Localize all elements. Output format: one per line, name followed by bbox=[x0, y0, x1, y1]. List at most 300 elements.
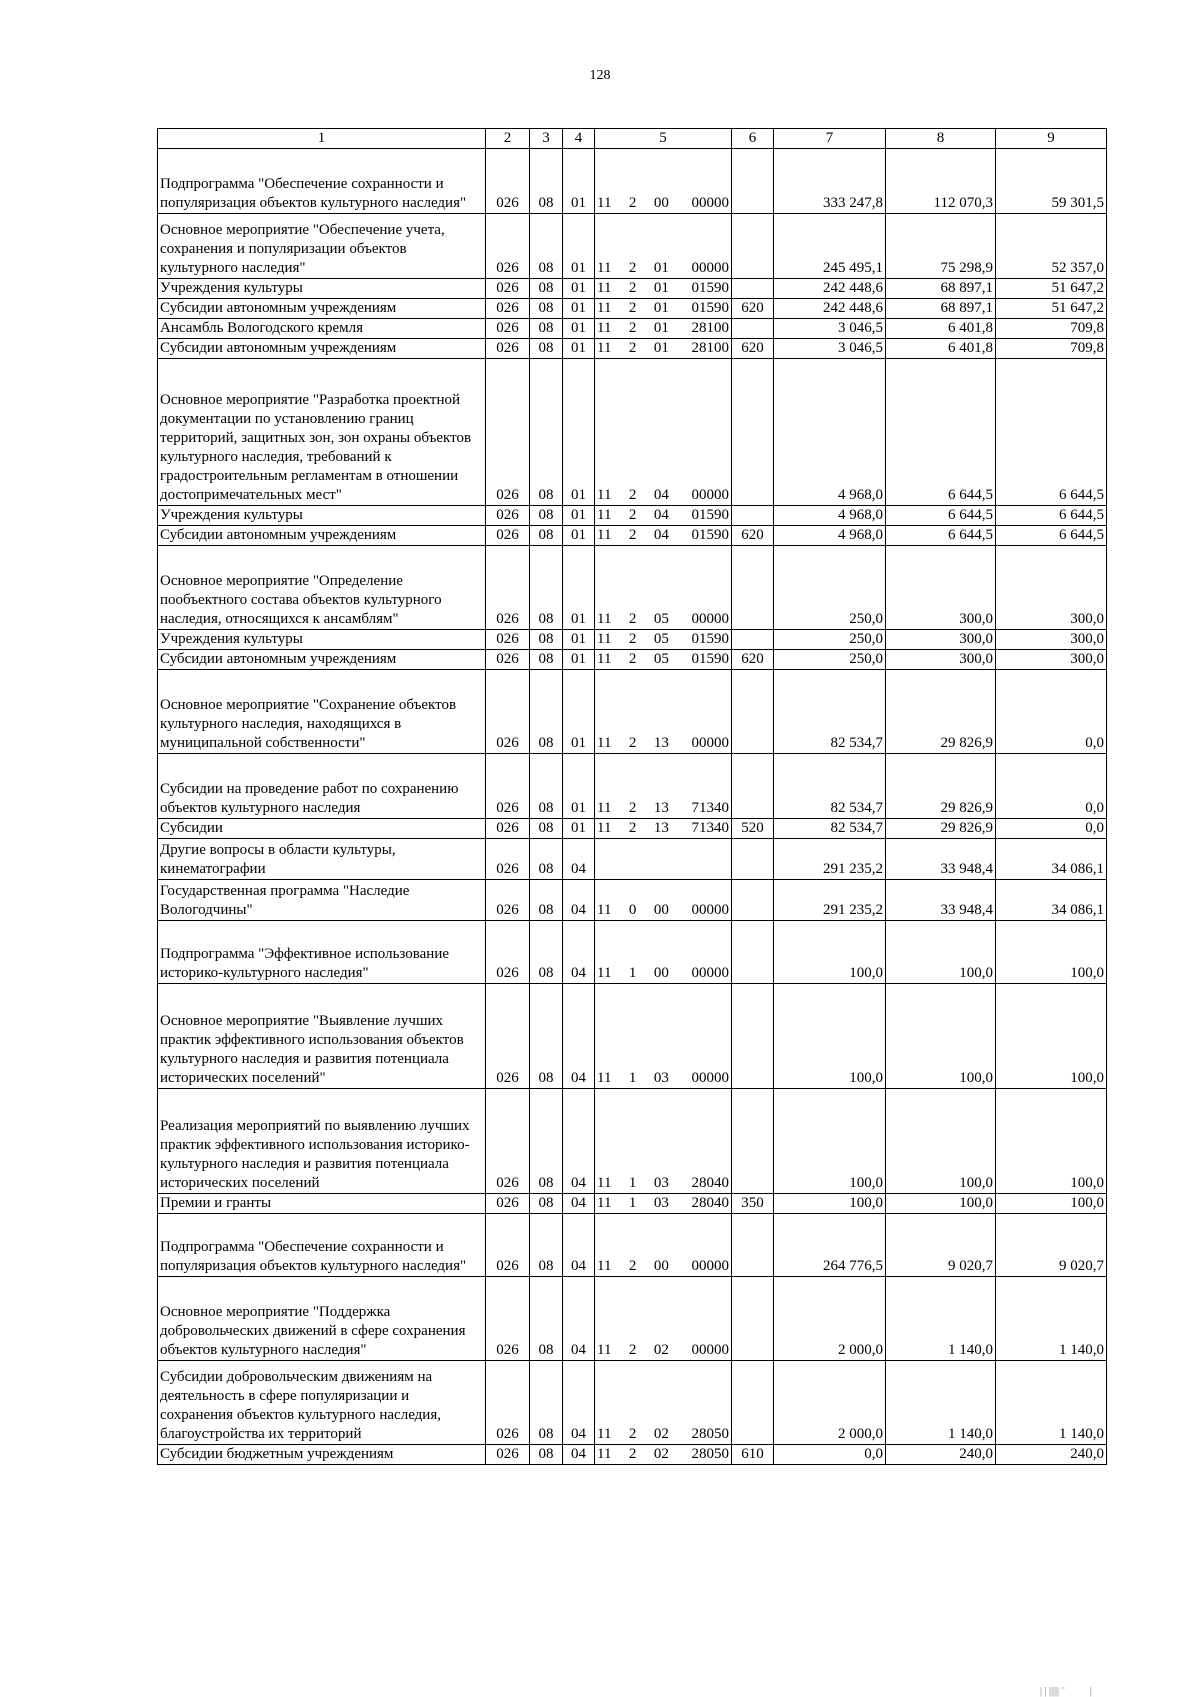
column-header: 9 bbox=[996, 129, 1107, 149]
section-code: 08 bbox=[530, 149, 563, 214]
expense-type-code bbox=[732, 319, 774, 339]
table-row bbox=[158, 984, 1107, 1089]
amount-col9: 100,0 bbox=[996, 1089, 1107, 1194]
row-name: Учреждения культуры bbox=[158, 506, 486, 526]
target-article-parts bbox=[597, 964, 729, 983]
column-header: 2 bbox=[486, 129, 530, 149]
subsection-code: 04 bbox=[563, 1445, 595, 1465]
target-article-code bbox=[595, 359, 732, 506]
amount-col7: 82 534,7 bbox=[774, 754, 886, 819]
target-article-code bbox=[595, 1214, 732, 1277]
adm-code: 026 bbox=[486, 546, 530, 630]
adm-code: 026 bbox=[486, 630, 530, 650]
row-name: Основное мероприятие "Поддержка добровольческих движений в сфере сохранения объектов культурного наследия" bbox=[158, 1277, 486, 1361]
target-article-part: 1 bbox=[628, 965, 637, 981]
amount-col7: 4 968,0 bbox=[774, 526, 886, 546]
adm-code: 026 bbox=[486, 359, 530, 506]
amount-col7: 100,0 bbox=[774, 984, 886, 1089]
amount-col7: 3 046,5 bbox=[774, 319, 886, 339]
adm-code: 026 bbox=[486, 506, 530, 526]
amount-col7: 4 968,0 bbox=[774, 506, 886, 526]
expense-type-code: 620 bbox=[732, 650, 774, 670]
subsection-code: 01 bbox=[563, 214, 595, 279]
target-article-part: 00000 bbox=[691, 965, 729, 981]
adm-code: 026 bbox=[486, 839, 530, 880]
table-row bbox=[158, 839, 1107, 880]
amount-col9: 240,0 bbox=[996, 1445, 1107, 1465]
target-article-part: 11 bbox=[597, 1446, 612, 1462]
target-article-code bbox=[595, 214, 732, 279]
target-article-part: 01590 bbox=[691, 280, 729, 296]
row-name: Субсидии на проведение работ по сохранению объектов культурного наследия bbox=[158, 754, 486, 819]
adm-code: 026 bbox=[486, 299, 530, 319]
subsection-code: 04 bbox=[563, 984, 595, 1089]
target-article-parts bbox=[597, 610, 729, 629]
target-article-parts bbox=[597, 630, 729, 649]
table-row bbox=[158, 339, 1107, 359]
target-article-part: 11 bbox=[597, 631, 612, 647]
target-article-part: 0 bbox=[628, 902, 637, 918]
row-name: Основное мероприятие "Сохранение объектов культурного наследия, находящихся в муниципальной собственности" bbox=[158, 670, 486, 754]
target-article-code bbox=[595, 921, 732, 984]
target-article-parts bbox=[597, 526, 729, 545]
target-article-part: 11 bbox=[597, 260, 612, 276]
target-article-parts bbox=[597, 1445, 729, 1464]
table-row bbox=[158, 1445, 1107, 1465]
subsection-code: 01 bbox=[563, 359, 595, 506]
amount-col8: 6 644,5 bbox=[886, 506, 996, 526]
target-article-part: 11 bbox=[597, 507, 612, 523]
target-article-part: 28040 bbox=[691, 1195, 729, 1211]
target-article-parts bbox=[597, 506, 729, 525]
target-article-parts bbox=[597, 1257, 729, 1276]
table-row bbox=[158, 880, 1107, 921]
adm-code: 026 bbox=[486, 1089, 530, 1194]
target-article-part: 2 bbox=[628, 195, 637, 211]
target-article-part: 00000 bbox=[691, 1342, 729, 1358]
target-article-part: 05 bbox=[653, 631, 669, 647]
target-article-part: 2 bbox=[628, 611, 637, 627]
target-article-part: 13 bbox=[653, 820, 669, 836]
target-article-code bbox=[595, 299, 732, 319]
amount-col8: 1 140,0 bbox=[886, 1277, 996, 1361]
target-article-part: 00 bbox=[653, 1258, 669, 1274]
target-article-code bbox=[595, 819, 732, 839]
target-article-part: 01 bbox=[653, 300, 669, 316]
expense-type-code bbox=[732, 839, 774, 880]
expense-type-code bbox=[732, 880, 774, 921]
table-row bbox=[158, 214, 1107, 279]
target-article-part: 1 bbox=[628, 1175, 637, 1191]
table-row bbox=[158, 149, 1107, 214]
subsection-code: 04 bbox=[563, 1194, 595, 1214]
row-name: Субсидии добровольческим движениям на деятельность в сфере популяризации и сохранения объектов культурного наследия, благоустройства их территорий bbox=[158, 1361, 486, 1445]
target-article-part: 01 bbox=[653, 280, 669, 296]
amount-col8: 100,0 bbox=[886, 984, 996, 1089]
target-article-part: 2 bbox=[628, 260, 637, 276]
amount-col9: 300,0 bbox=[996, 630, 1107, 650]
row-name: Другие вопросы в области культуры, кинематографии bbox=[158, 839, 486, 880]
column-header: 7 bbox=[774, 129, 886, 149]
section-code: 08 bbox=[530, 921, 563, 984]
target-article-code bbox=[595, 339, 732, 359]
amount-col7: 242 448,6 bbox=[774, 299, 886, 319]
target-article-part: 2 bbox=[628, 300, 637, 316]
expense-type-code bbox=[732, 506, 774, 526]
row-name: Подпрограмма "Обеспечение сохранности и популяризация объектов культурного наследия" bbox=[158, 149, 486, 214]
amount-col7: 264 776,5 bbox=[774, 1214, 886, 1277]
target-article-part: 71340 bbox=[691, 820, 729, 836]
section-code: 08 bbox=[530, 880, 563, 921]
target-article-part: 28100 bbox=[691, 320, 729, 336]
column-header: 5 bbox=[595, 129, 732, 149]
subsection-code: 01 bbox=[563, 319, 595, 339]
table-row bbox=[158, 506, 1107, 526]
target-article-code bbox=[595, 754, 732, 819]
target-article-part: 2 bbox=[628, 800, 637, 816]
target-article-parts bbox=[597, 259, 729, 278]
target-article-part: 01 bbox=[653, 340, 669, 356]
table-row bbox=[158, 921, 1107, 984]
target-article-code bbox=[595, 630, 732, 650]
target-article-part: 28050 bbox=[691, 1446, 729, 1462]
target-article-part: 00 bbox=[653, 965, 669, 981]
row-name: Учреждения культуры bbox=[158, 279, 486, 299]
amount-col9: 34 086,1 bbox=[996, 880, 1107, 921]
subsection-code: 01 bbox=[563, 546, 595, 630]
target-article-part: 71340 bbox=[691, 800, 729, 816]
target-article-part: 11 bbox=[597, 280, 612, 296]
expense-type-code: 620 bbox=[732, 339, 774, 359]
subsection-code: 01 bbox=[563, 279, 595, 299]
target-article-part: 00000 bbox=[691, 902, 729, 918]
amount-col7: 3 046,5 bbox=[774, 339, 886, 359]
target-article-part: 11 bbox=[597, 820, 612, 836]
target-article-code bbox=[595, 1361, 732, 1445]
target-article-part: 2 bbox=[628, 340, 637, 356]
target-article-parts bbox=[597, 650, 729, 669]
section-code: 08 bbox=[530, 359, 563, 506]
target-article-part: 11 bbox=[597, 651, 612, 667]
amount-col8: 29 826,9 bbox=[886, 754, 996, 819]
subsection-code: 01 bbox=[563, 299, 595, 319]
amount-col8: 33 948,4 bbox=[886, 880, 996, 921]
amount-col8: 68 897,1 bbox=[886, 279, 996, 299]
amount-col8: 9 020,7 bbox=[886, 1214, 996, 1277]
amount-col9: 6 644,5 bbox=[996, 359, 1107, 506]
amount-col9: 100,0 bbox=[996, 921, 1107, 984]
column-header: 4 bbox=[563, 129, 595, 149]
target-article-part: 11 bbox=[597, 195, 612, 211]
target-article-part: 00000 bbox=[691, 487, 729, 503]
amount-col9: 6 644,5 bbox=[996, 506, 1107, 526]
target-article-parts bbox=[597, 819, 729, 838]
row-name: Подпрограмма "Обеспечение сохранности и популяризация объектов культурного наследия" bbox=[158, 1214, 486, 1277]
section-code: 08 bbox=[530, 546, 563, 630]
adm-code: 026 bbox=[486, 149, 530, 214]
section-code: 08 bbox=[530, 630, 563, 650]
target-article-part: 11 bbox=[597, 300, 612, 316]
amount-col8: 300,0 bbox=[886, 650, 996, 670]
target-article-part: 01 bbox=[653, 320, 669, 336]
section-code: 08 bbox=[530, 1089, 563, 1194]
adm-code: 026 bbox=[486, 921, 530, 984]
target-article-part: 11 bbox=[597, 1070, 612, 1086]
target-article-code bbox=[595, 1089, 732, 1194]
subsection-code: 01 bbox=[563, 526, 595, 546]
table-row bbox=[158, 670, 1107, 754]
expense-type-code bbox=[732, 1277, 774, 1361]
amount-col7: 2 000,0 bbox=[774, 1361, 886, 1445]
section-code: 08 bbox=[530, 839, 563, 880]
target-article-code bbox=[595, 670, 732, 754]
expense-type-code bbox=[732, 921, 774, 984]
amount-col8: 300,0 bbox=[886, 546, 996, 630]
expense-type-code bbox=[732, 1361, 774, 1445]
table-row bbox=[158, 819, 1107, 839]
row-name: Субсидии автономным учреждениям bbox=[158, 526, 486, 546]
amount-col9: 0,0 bbox=[996, 754, 1107, 819]
column-header: 3 bbox=[530, 129, 563, 149]
table-row bbox=[158, 650, 1107, 670]
amount-col8: 300,0 bbox=[886, 630, 996, 650]
amount-col7: 100,0 bbox=[774, 921, 886, 984]
section-code: 08 bbox=[530, 1445, 563, 1465]
target-article-parts bbox=[597, 1069, 729, 1088]
subsection-code: 01 bbox=[563, 149, 595, 214]
target-article-part: 11 bbox=[597, 965, 612, 981]
target-article-part: 04 bbox=[653, 487, 669, 503]
row-name: Субсидии автономным учреждениям bbox=[158, 650, 486, 670]
subsection-code: 01 bbox=[563, 650, 595, 670]
table-row bbox=[158, 279, 1107, 299]
table-row bbox=[158, 1361, 1107, 1445]
amount-col9: 709,8 bbox=[996, 319, 1107, 339]
adm-code: 026 bbox=[486, 214, 530, 279]
target-article-code bbox=[595, 506, 732, 526]
scan-marks: | | ||||| ¨ | bbox=[1040, 1686, 1092, 1697]
target-article-parts bbox=[597, 1194, 729, 1213]
amount-col8: 33 948,4 bbox=[886, 839, 996, 880]
target-article-part: 28040 bbox=[691, 1175, 729, 1191]
table-row bbox=[158, 754, 1107, 819]
table-row bbox=[158, 630, 1107, 650]
target-article-part: 00000 bbox=[691, 735, 729, 751]
target-article-code bbox=[595, 1445, 732, 1465]
amount-col8: 6 401,8 bbox=[886, 339, 996, 359]
expense-type-code bbox=[732, 1214, 774, 1277]
amount-col9: 59 301,5 bbox=[996, 149, 1107, 214]
amount-col8: 6 401,8 bbox=[886, 319, 996, 339]
amount-col7: 100,0 bbox=[774, 1194, 886, 1214]
target-article-part: 2 bbox=[628, 527, 637, 543]
target-article-code bbox=[595, 526, 732, 546]
target-article-part: 2 bbox=[628, 631, 637, 647]
column-header: 8 bbox=[886, 129, 996, 149]
target-article-part: 00 bbox=[653, 902, 669, 918]
expense-type-code: 350 bbox=[732, 1194, 774, 1214]
target-article-code bbox=[595, 319, 732, 339]
section-code: 08 bbox=[530, 670, 563, 754]
target-article-parts bbox=[597, 194, 729, 213]
target-article-parts bbox=[597, 1341, 729, 1360]
section-code: 08 bbox=[530, 279, 563, 299]
row-name: Основное мероприятие "Определение пообъектного состава объектов культурного наследия, относящихся к ансамблям" bbox=[158, 546, 486, 630]
target-article-part: 2 bbox=[628, 651, 637, 667]
target-article-code bbox=[595, 1194, 732, 1214]
amount-col7: 250,0 bbox=[774, 546, 886, 630]
target-article-parts bbox=[597, 486, 729, 505]
target-article-part: 28050 bbox=[691, 1426, 729, 1442]
amount-col8: 240,0 bbox=[886, 1445, 996, 1465]
target-article-code bbox=[595, 149, 732, 214]
amount-col7: 242 448,6 bbox=[774, 279, 886, 299]
amount-col7: 245 495,1 bbox=[774, 214, 886, 279]
amount-col9: 1 140,0 bbox=[996, 1277, 1107, 1361]
expense-type-code bbox=[732, 984, 774, 1089]
target-article-part: 05 bbox=[653, 651, 669, 667]
row-name: Субсидии автономным учреждениям bbox=[158, 299, 486, 319]
row-name: Основное мероприятие "Разработка проектной документации по установлению границ территорий, защитных зон, зон охраны объектов культурного наследия, требований к градостроительным регламентам в отношении достопримечательных мест" bbox=[158, 359, 486, 506]
expense-type-code bbox=[732, 670, 774, 754]
amount-col8: 100,0 bbox=[886, 1194, 996, 1214]
subsection-code: 04 bbox=[563, 1361, 595, 1445]
target-article-part: 11 bbox=[597, 1175, 612, 1191]
budget-table bbox=[157, 128, 1107, 1465]
target-article-parts bbox=[597, 734, 729, 753]
row-name: Субсидии автономным учреждениям bbox=[158, 339, 486, 359]
target-article-code bbox=[595, 279, 732, 299]
amount-col7: 100,0 bbox=[774, 1089, 886, 1194]
section-code: 08 bbox=[530, 526, 563, 546]
target-article-part: 00 bbox=[653, 195, 669, 211]
section-code: 08 bbox=[530, 1361, 563, 1445]
target-article-part: 2 bbox=[628, 1426, 637, 1442]
target-article-part: 2 bbox=[628, 1446, 637, 1462]
amount-col9: 100,0 bbox=[996, 1194, 1107, 1214]
row-name: Основное мероприятие "Выявление лучших практик эффективного использования объектов культурного наследия и развития потенциала исторических поселений" bbox=[158, 984, 486, 1089]
target-article-code bbox=[595, 880, 732, 921]
adm-code: 026 bbox=[486, 526, 530, 546]
target-article-part: 02 bbox=[653, 1446, 669, 1462]
subsection-code: 01 bbox=[563, 506, 595, 526]
target-article-part: 02 bbox=[653, 1342, 669, 1358]
adm-code: 026 bbox=[486, 1194, 530, 1214]
amount-col7: 291 235,2 bbox=[774, 880, 886, 921]
target-article-parts bbox=[597, 319, 729, 338]
column-header: 1 bbox=[158, 129, 486, 149]
section-code: 08 bbox=[530, 506, 563, 526]
expense-type-code bbox=[732, 279, 774, 299]
amount-col9: 0,0 bbox=[996, 670, 1107, 754]
target-article-code bbox=[595, 1277, 732, 1361]
section-code: 08 bbox=[530, 819, 563, 839]
amount-col9: 9 020,7 bbox=[996, 1214, 1107, 1277]
subsection-code: 04 bbox=[563, 880, 595, 921]
expense-type-code bbox=[732, 149, 774, 214]
expense-type-code bbox=[732, 359, 774, 506]
target-article-part: 04 bbox=[653, 527, 669, 543]
table-row bbox=[158, 526, 1107, 546]
subsection-code: 01 bbox=[563, 630, 595, 650]
target-article-code bbox=[595, 546, 732, 630]
column-header: 6 bbox=[732, 129, 774, 149]
target-article-part: 03 bbox=[653, 1195, 669, 1211]
amount-col9: 0,0 bbox=[996, 819, 1107, 839]
row-name: Субсидии бюджетным учреждениям bbox=[158, 1445, 486, 1465]
amount-col9: 709,8 bbox=[996, 339, 1107, 359]
row-name: Субсидии bbox=[158, 819, 486, 839]
target-article-part: 03 bbox=[653, 1070, 669, 1086]
target-article-parts bbox=[597, 799, 729, 818]
row-name: Основное мероприятие "Обеспечение учета, сохранения и популяризации объектов культурного наследия" bbox=[158, 214, 486, 279]
amount-col7: 0,0 bbox=[774, 1445, 886, 1465]
section-code: 08 bbox=[530, 339, 563, 359]
amount-col9: 100,0 bbox=[996, 984, 1107, 1089]
target-article-part: 11 bbox=[597, 320, 612, 336]
subsection-code: 01 bbox=[563, 339, 595, 359]
table-row bbox=[158, 1277, 1107, 1361]
header-row bbox=[158, 129, 1107, 149]
subsection-code: 04 bbox=[563, 1214, 595, 1277]
target-article-part: 1 bbox=[628, 1070, 637, 1086]
expense-type-code: 610 bbox=[732, 1445, 774, 1465]
section-code: 08 bbox=[530, 1214, 563, 1277]
expense-type-code bbox=[732, 1089, 774, 1194]
target-article-part: 11 bbox=[597, 487, 612, 503]
subsection-code: 01 bbox=[563, 819, 595, 839]
target-article-part: 04 bbox=[653, 507, 669, 523]
amount-col8: 112 070,3 bbox=[886, 149, 996, 214]
amount-col9: 300,0 bbox=[996, 546, 1107, 630]
amount-col7: 250,0 bbox=[774, 630, 886, 650]
row-name: Ансамбль Вологодского кремля bbox=[158, 319, 486, 339]
target-article-part: 11 bbox=[597, 527, 612, 543]
section-code: 08 bbox=[530, 319, 563, 339]
subsection-code: 01 bbox=[563, 670, 595, 754]
target-article-parts bbox=[597, 299, 729, 318]
target-article-part: 1 bbox=[628, 1195, 637, 1211]
target-article-part: 00000 bbox=[691, 611, 729, 627]
table-body bbox=[158, 149, 1107, 1465]
amount-col9: 34 086,1 bbox=[996, 839, 1107, 880]
row-name: Государственная программа "Наследие Вологодчины" bbox=[158, 880, 486, 921]
amount-col7: 333 247,8 bbox=[774, 149, 886, 214]
target-article-part: 2 bbox=[628, 820, 637, 836]
adm-code: 026 bbox=[486, 339, 530, 359]
adm-code: 026 bbox=[486, 984, 530, 1089]
adm-code: 026 bbox=[486, 754, 530, 819]
table-row bbox=[158, 546, 1107, 630]
subsection-code: 04 bbox=[563, 1277, 595, 1361]
adm-code: 026 bbox=[486, 880, 530, 921]
section-code: 08 bbox=[530, 1277, 563, 1361]
row-name: Подпрограмма "Эффективное использование историко-культурного наследия" bbox=[158, 921, 486, 984]
target-article-part: 11 bbox=[597, 1195, 612, 1211]
amount-col8: 1 140,0 bbox=[886, 1361, 996, 1445]
amount-col7: 4 968,0 bbox=[774, 359, 886, 506]
adm-code: 026 bbox=[486, 279, 530, 299]
target-article-part: 00000 bbox=[691, 195, 729, 211]
expense-type-code bbox=[732, 214, 774, 279]
subsection-code: 01 bbox=[563, 754, 595, 819]
section-code: 08 bbox=[530, 754, 563, 819]
target-article-part: 11 bbox=[597, 1258, 612, 1274]
row-name: Реализация мероприятий по выявлению лучших практик эффективного использования историко-культурного наследия и развития потенциала исторических поселений bbox=[158, 1089, 486, 1194]
target-article-part: 02 bbox=[653, 1426, 669, 1442]
table-row bbox=[158, 319, 1107, 339]
target-article-part: 01590 bbox=[691, 651, 729, 667]
